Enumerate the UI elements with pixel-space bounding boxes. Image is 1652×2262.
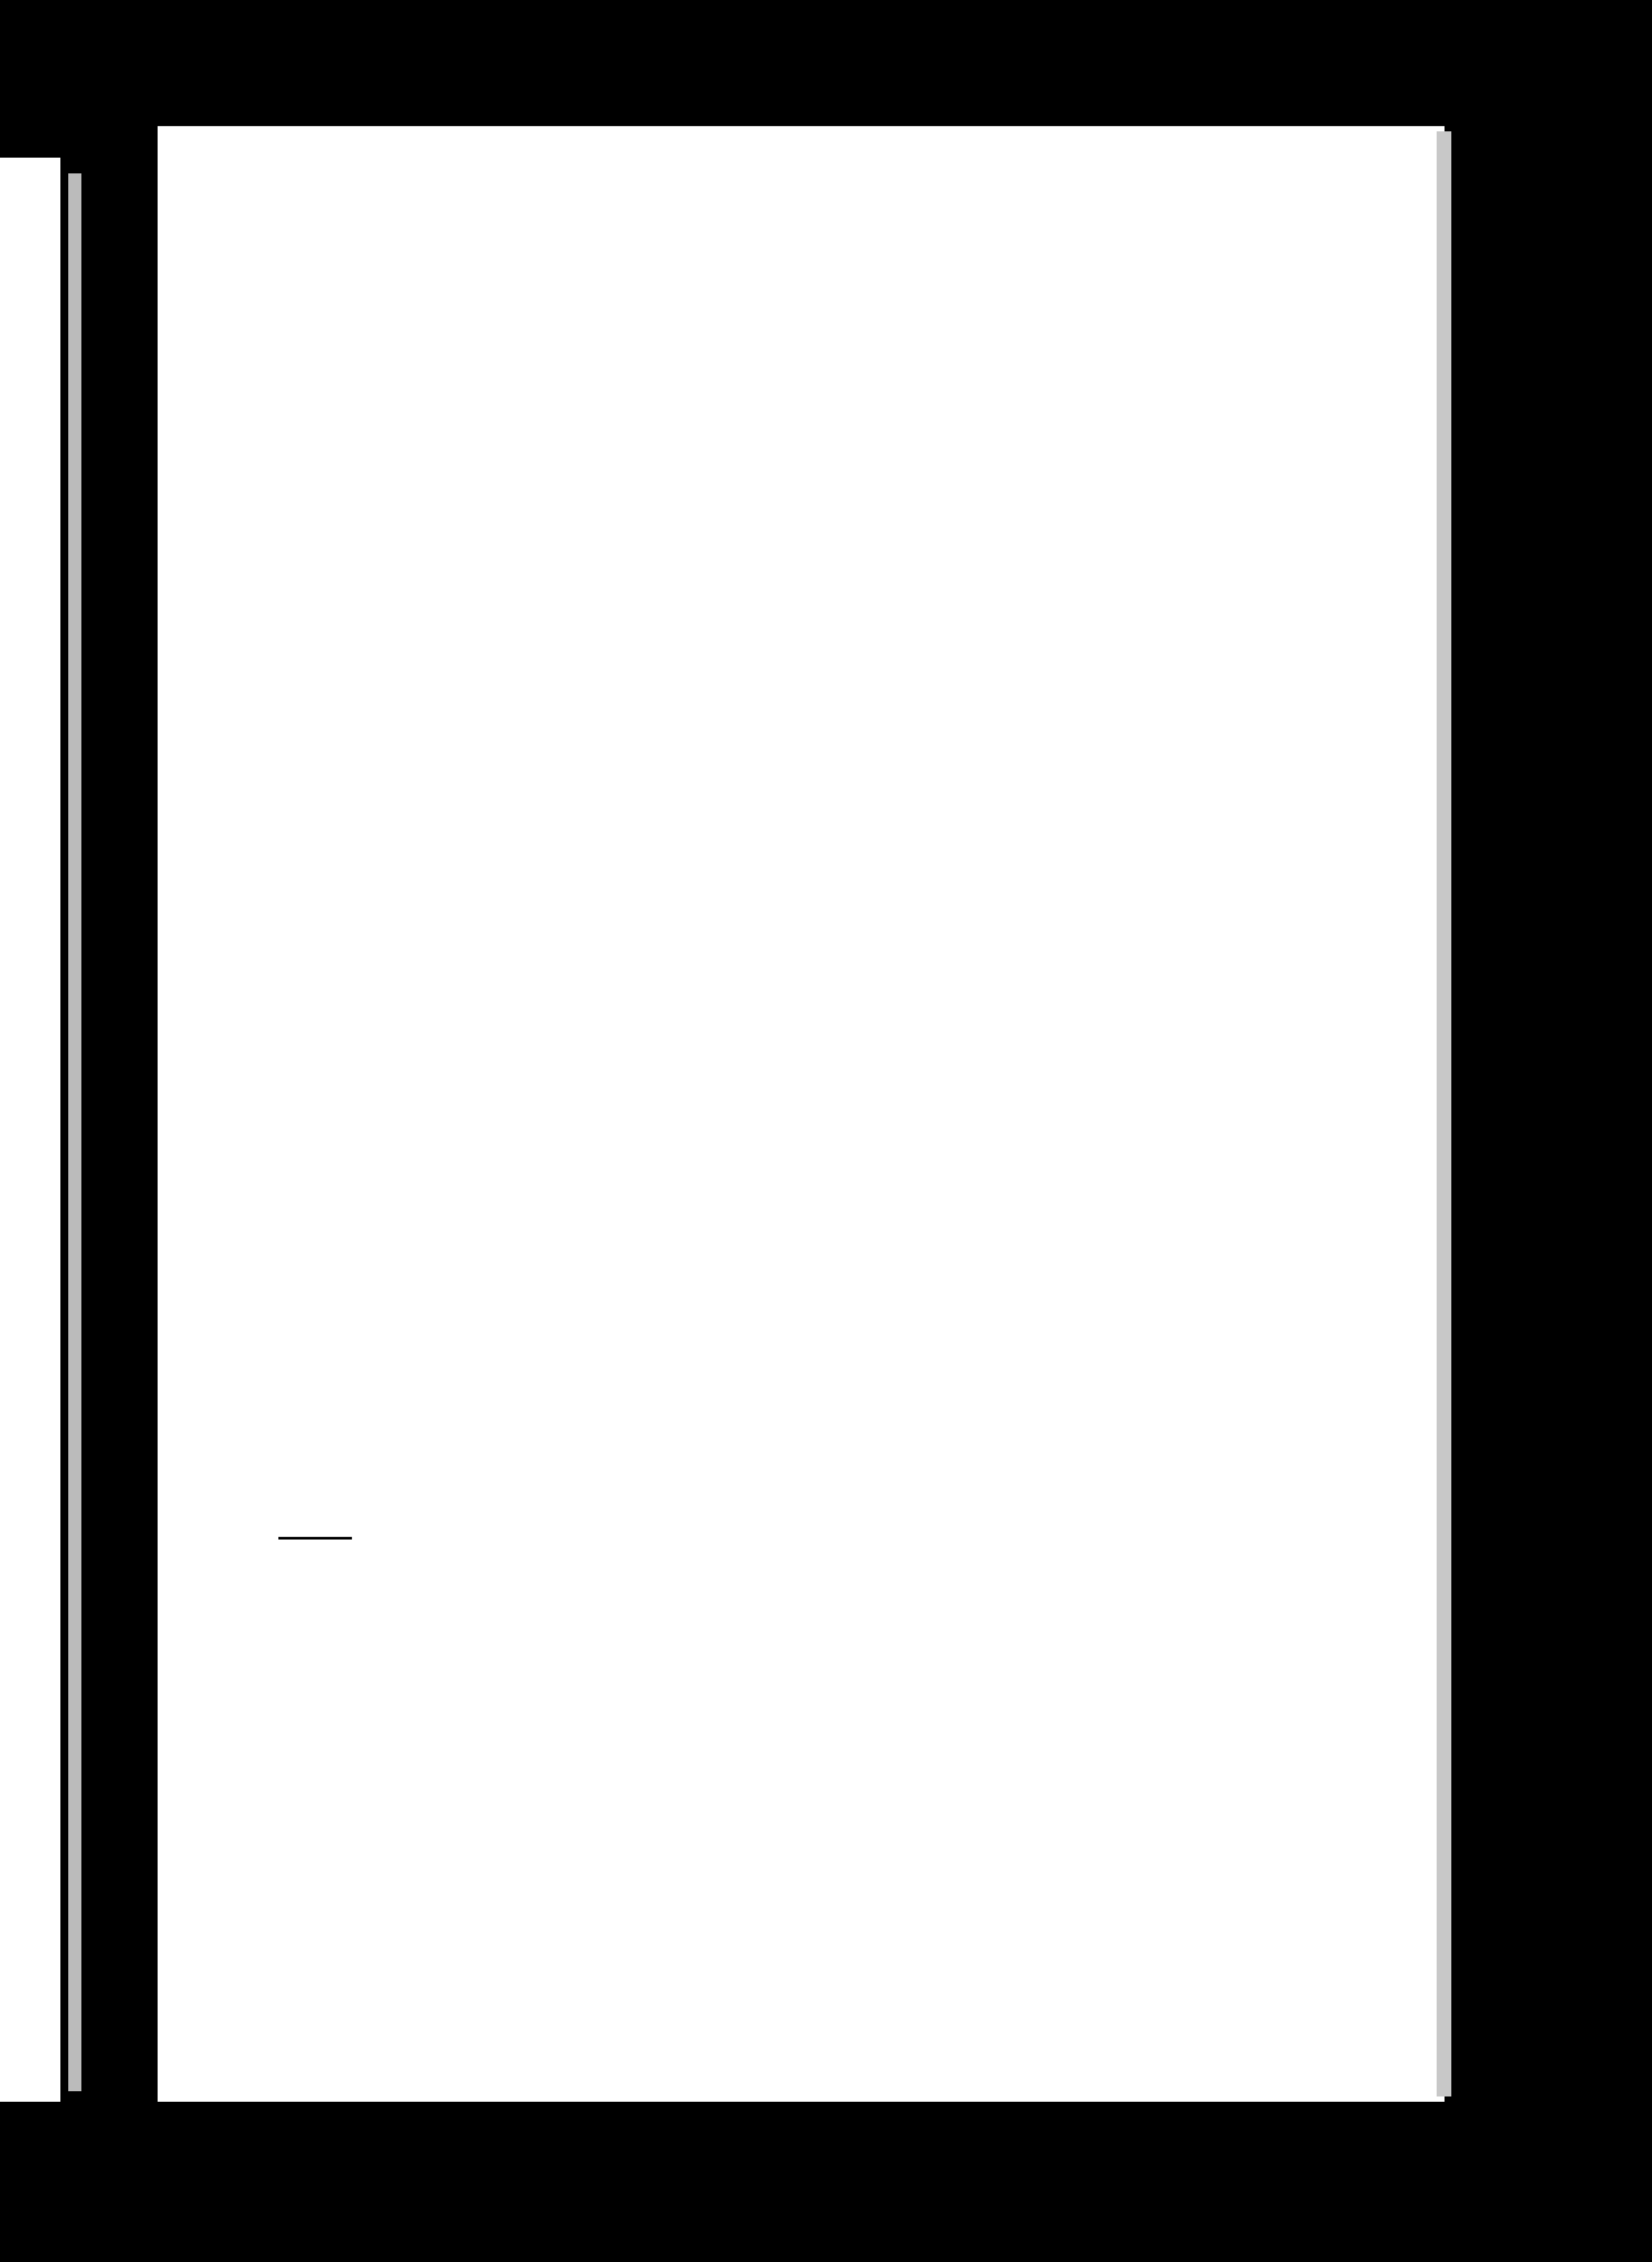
left-page-shadow <box>68 173 81 2091</box>
book-page <box>158 126 1445 2102</box>
left-page-edge <box>0 158 60 2102</box>
right-page-edge <box>1437 131 1451 2096</box>
section-divider <box>278 1537 352 1540</box>
